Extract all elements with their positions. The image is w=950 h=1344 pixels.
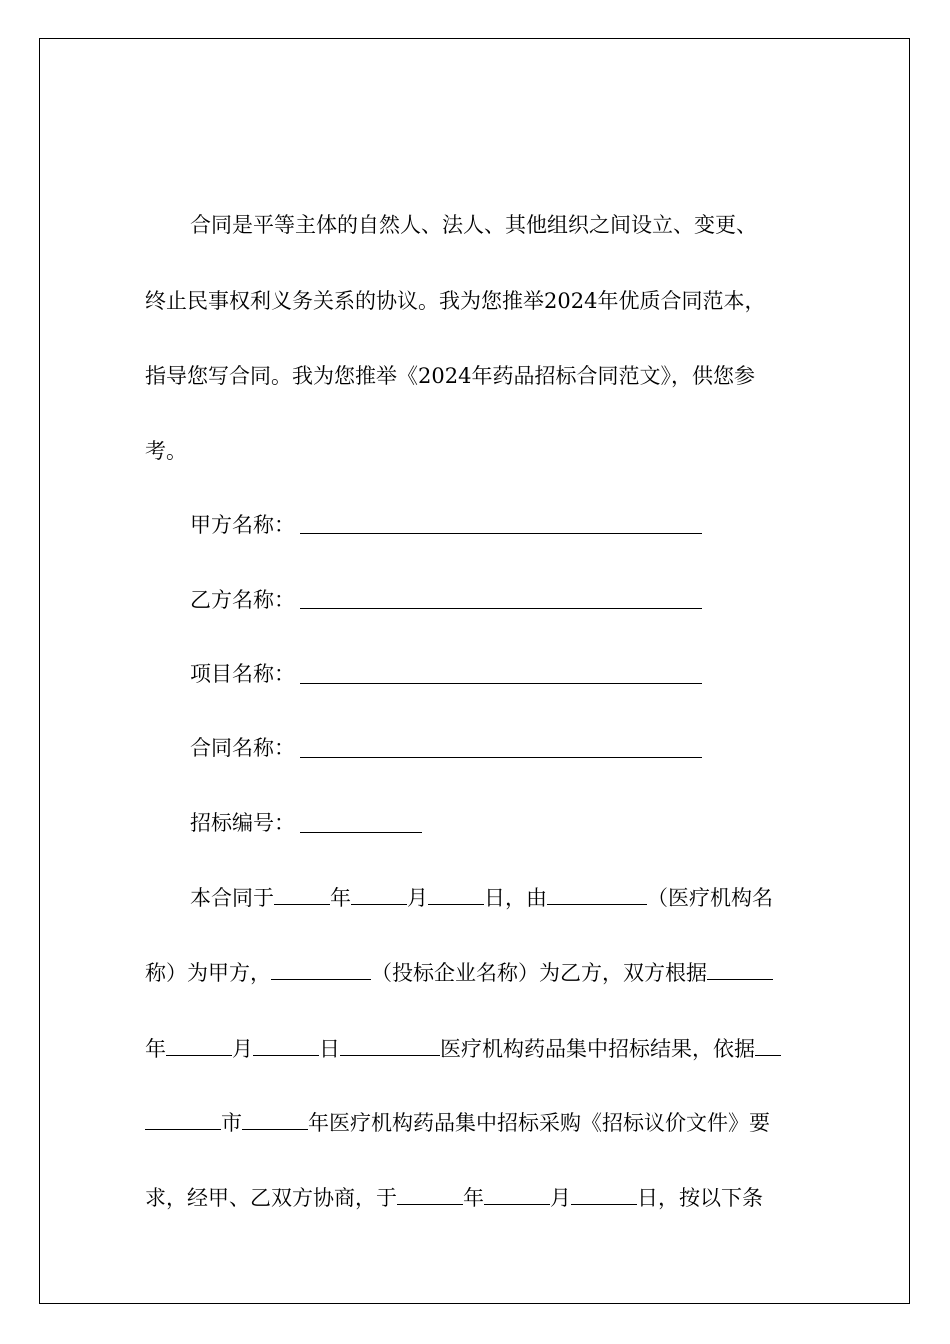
intro-line-3: 指导您写合同。我为您推举《2024年药品招标合同范文》，供您参 xyxy=(145,364,755,388)
text-segment: （投标企业名称）为乙方，双方根据 xyxy=(371,961,707,985)
month-blank[interactable] xyxy=(351,882,407,905)
project-blank[interactable] xyxy=(300,683,702,684)
body-line-4 xyxy=(145,1107,770,1138)
party-b-blank[interactable] xyxy=(300,608,702,609)
text-segment: 日 xyxy=(319,1037,340,1061)
intro-line-2: 终止民事权利义务关系的协议。我为您推举2024年优质合同范本， xyxy=(145,289,766,313)
body-line-3 xyxy=(145,1033,781,1064)
contract-label: 合同名称： xyxy=(190,736,295,760)
party-a-blank[interactable] xyxy=(300,533,702,534)
year-blank[interactable] xyxy=(166,1033,232,1056)
text-segment: 日，由 xyxy=(484,886,547,910)
bid-no-blank[interactable] xyxy=(300,832,422,833)
day-blank[interactable] xyxy=(428,882,484,905)
intro-line-4: 考。 xyxy=(145,439,187,463)
city-blank-start[interactable] xyxy=(755,1033,781,1056)
contract-blank[interactable] xyxy=(300,757,702,758)
text-segment: 日，按以下条 xyxy=(637,1186,763,1210)
text-segment: 月 xyxy=(550,1186,571,1210)
text-segment: （医疗机构名 xyxy=(647,886,773,910)
text-segment: 本合同于 xyxy=(190,886,274,910)
text-segment: 称）为甲方， xyxy=(145,961,271,985)
month-blank[interactable] xyxy=(253,1033,319,1056)
year-blank[interactable] xyxy=(397,1182,463,1205)
text-segment: 年医疗机构药品集中招标采购《招标议价文件》要 xyxy=(308,1111,770,1135)
basis-blank[interactable] xyxy=(707,957,773,980)
day-blank[interactable] xyxy=(571,1182,637,1205)
body-line-2 xyxy=(145,957,773,988)
text-segment: 月 xyxy=(407,886,428,910)
text-segment: 求，经甲、乙双方协商，于 xyxy=(145,1186,397,1210)
month-blank[interactable] xyxy=(484,1182,550,1205)
intro-line-1: 合同是平等主体的自然人、法人、其他组织之间设立、变更、 xyxy=(190,213,757,237)
project-label: 项目名称： xyxy=(190,662,295,686)
year-blank[interactable] xyxy=(242,1107,308,1130)
hospital-blank[interactable] xyxy=(547,882,647,905)
text-segment: 月 xyxy=(232,1037,253,1061)
party-a-label: 甲方名称： xyxy=(190,513,295,537)
bidder-blank[interactable] xyxy=(271,957,371,980)
body-line-5 xyxy=(145,1182,763,1213)
party-b-label: 乙方名称： xyxy=(190,588,295,612)
text-segment: 年 xyxy=(463,1186,484,1210)
text-segment: 年 xyxy=(145,1037,166,1061)
text-segment: 市 xyxy=(221,1111,242,1135)
bid-no-label: 招标编号： xyxy=(190,811,295,835)
text-segment: 年 xyxy=(330,886,351,910)
city-blank[interactable] xyxy=(145,1107,221,1130)
text-segment: 医疗机构药品集中招标结果，依据 xyxy=(440,1037,755,1061)
year-blank[interactable] xyxy=(274,882,330,905)
body-line-1 xyxy=(190,882,773,913)
region-blank[interactable] xyxy=(340,1033,440,1056)
